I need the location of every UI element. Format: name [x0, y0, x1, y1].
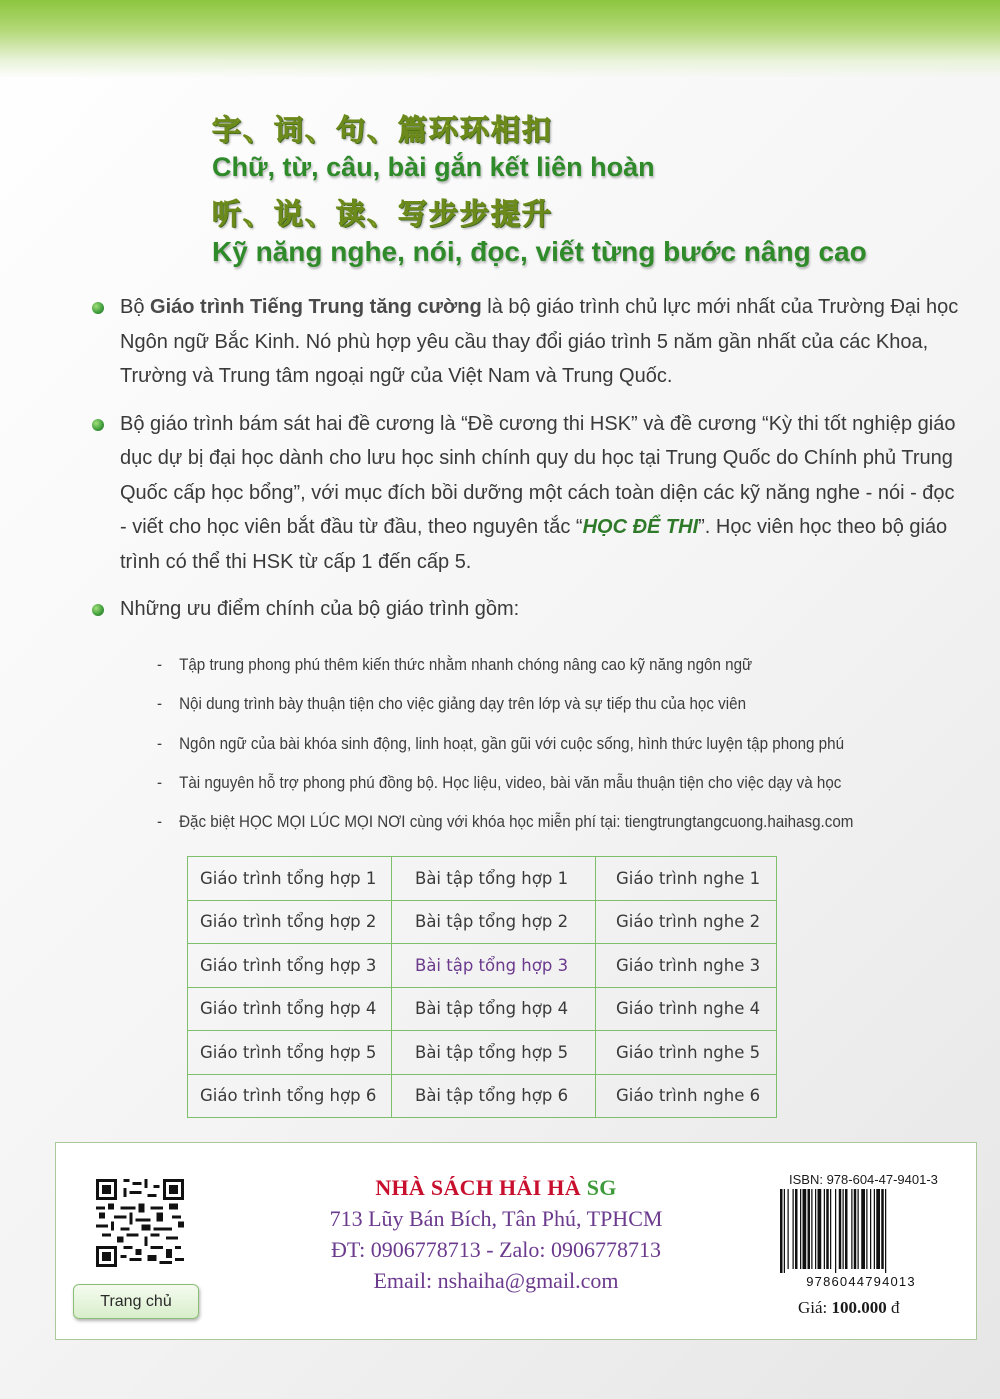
table-cell: Bài tập tổng hợp 2: [392, 900, 596, 944]
price-unit: đ: [886, 1298, 900, 1317]
table-row: [188, 987, 777, 1031]
table-row: [188, 857, 777, 901]
list-item: [157, 803, 911, 842]
publisher-phone: ĐT: 0906778713 - Zalo: 0906778713: [330, 1237, 662, 1262]
table-cell: Giáo trình tổng hợp 4: [188, 987, 392, 1031]
advantage-text: Tài nguyên hỗ trợ phong phú đồng bộ. Học liệu, video, bài văn mẫu thuận tiện cho việc dạy và học: [179, 774, 842, 793]
table-cell: Bài tập tổng hợp 1: [392, 857, 596, 901]
bullet-dot-icon: [92, 302, 104, 314]
table-cell: Bài tập tổng hợp 5: [392, 1031, 596, 1075]
barcode-icon: [774, 1189, 949, 1289]
bullet-advantages-text: Những ưu điểm chính của bộ giáo trình gồm:: [120, 598, 520, 620]
price-tag: [798, 1298, 900, 1318]
table-cell: Giáo trình tổng hợp 5: [188, 1031, 392, 1075]
table-row: [188, 944, 777, 988]
list-item: [157, 646, 911, 685]
isbn-label: ISBN: 978-604-47-9401-3: [789, 1172, 938, 1187]
table-cell: Giáo trình nghe 4: [596, 987, 777, 1031]
advantage-text: Đặc biệt HỌC MỌI LÚC MỌI NƠI cùng với khóa học miễn phí tại: tiengtrungtangcuong.haihasg.com: [179, 813, 854, 832]
table-cell: Giáo trình nghe 5: [596, 1031, 777, 1075]
vietnamese-slogan-2: Kỹ năng nghe, nói, đọc, viết từng bước nâng cao: [212, 236, 867, 267]
chinese-slogan-1: 字、词、句、篇环环相扣: [212, 113, 554, 147]
table-cell: Giáo trình nghe 2: [596, 900, 777, 944]
bullet-dot-icon: [92, 419, 104, 431]
table-cell: Giáo trình nghe 1: [596, 857, 777, 901]
table-cell: Giáo trình tổng hợp 6: [188, 1074, 392, 1118]
barcode-digits: 9786044794013: [806, 1274, 916, 1289]
advantage-text: Nội dung trình bày thuận tiện cho việc giảng dạy trên lớp và sự tiếp thu của học viên: [179, 695, 747, 714]
vietnamese-slogan-1: Chữ, từ, câu, bài gắn kết liên hoàn: [212, 152, 655, 182]
table-row: [188, 1074, 777, 1118]
dash-marker: -: [157, 656, 163, 675]
chinese-slogan-2: 听、说、读、写步步提升: [212, 197, 554, 231]
table-cell: Giáo trình tổng hợp 1: [188, 857, 392, 901]
table-cell: Bài tập tổng hợp 4: [392, 987, 596, 1031]
bullet-intro-pre: Bộ: [120, 296, 151, 318]
advantage-text: Tập trung phong phú thêm kiến thức nhằm nhanh chóng nâng cao kỹ năng ngôn ngữ: [179, 656, 753, 675]
top-green-band: [0, 0, 1000, 78]
price-label: Giá:: [798, 1298, 832, 1317]
publisher-email[interactable]: Email: nshaiha@gmail.com: [373, 1268, 619, 1293]
advantage-text: Ngôn ngữ của bài khóa sinh động, linh hoạt, gần gũi với cuộc sống, hình thức luyện tập phong phú: [179, 734, 845, 753]
publisher-address: 713 Lũy Bán Bích, Tân Phú, TPHCM: [329, 1206, 663, 1231]
price-value: 100.000: [831, 1298, 887, 1317]
publisher-name: NHÀ SÁCH HẢI HÀ: [375, 1175, 581, 1200]
bullet-intro-post: là bộ giáo trình chủ lực mới nhất của Trường Đại học Ngôn ngữ Bắc Kinh. Nó phù hợp yêu cầu thay đổi giáo trình 5 năm gần nhất của các Khoa, Trường và Trung tâm ngoại ngữ của Việt Nam và Trung Quốc.: [120, 296, 959, 387]
table-cell: Giáo trình nghe 6: [596, 1074, 777, 1118]
dash-marker: -: [157, 774, 163, 793]
table-cell: Giáo trình tổng hợp 3: [188, 944, 392, 988]
publisher-suffix: SG: [586, 1175, 617, 1200]
list-item: [157, 725, 911, 764]
table-row: [188, 900, 777, 944]
study-motto: HỌC ĐỂ THI: [582, 516, 699, 538]
cover-heading: [212, 110, 972, 270]
series-name: Giáo trình Tiếng Trung tăng cường: [150, 296, 482, 318]
home-button[interactable]: Trang chủ: [73, 1284, 199, 1319]
table-cell: Giáo trình tổng hợp 2: [188, 900, 392, 944]
list-item: [157, 685, 911, 724]
publisher-footer: [55, 1142, 977, 1340]
table-cell: Giáo trình nghe 3: [596, 944, 777, 988]
advantages-list: [157, 646, 977, 842]
bullet-syllabus-pre: Bộ giáo trình bám sát hai đề cương là “Đề cương thi HSK” và đề cương “Kỳ thi tốt nghiệp giáo dục dự bị đại học dành cho lưu học sinh chính quy du học tại Trung Quốc do Chính phủ Trung Quốc cấp học bổng”, với mục đích bồi dưỡng một cách toàn diện các kỹ năng nghe - nói - đọc - viết cho học viên bắt đầu từ đầu, theo nguyên tắc “: [120, 412, 956, 538]
book-series-table: [187, 856, 777, 1118]
qr-code-icon[interactable]: [96, 1179, 184, 1267]
publisher-info: [306, 1173, 686, 1296]
publisher-name-line: [306, 1173, 686, 1203]
dash-marker: -: [157, 734, 163, 753]
bullet-advantages: [90, 592, 960, 627]
bullet-dot-icon: [92, 604, 104, 616]
dash-marker: -: [157, 813, 163, 832]
bullet-intro: [90, 290, 960, 394]
description-bullets: [90, 290, 960, 640]
table-row: [188, 1031, 777, 1075]
list-item: [157, 764, 911, 803]
dash-marker: -: [157, 695, 163, 714]
table-cell-current-book: Bài tập tổng hợp 3: [392, 944, 596, 988]
table-cell: Bài tập tổng hợp 6: [392, 1074, 596, 1118]
bullet-syllabus-post: ”. Học viên học theo bộ giáo trình có thể thi HSK từ cấp 1 đến cấp 5.: [120, 516, 948, 573]
bullet-syllabus: [90, 407, 960, 580]
